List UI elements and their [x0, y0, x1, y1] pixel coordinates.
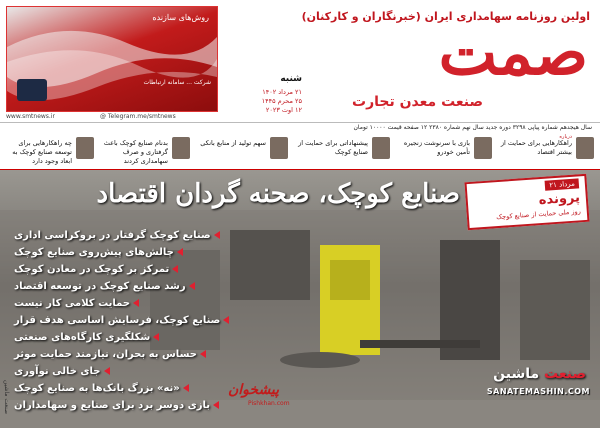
teaser-text: سهم تولید از منابع بانکی — [200, 139, 266, 147]
logo-word: صمت — [438, 16, 588, 89]
bullet-text: چالش‌های پیش‌روی صنایع کوچک — [14, 247, 174, 258]
bullet-text: شکلگیری کارگاه‌های صنعتی — [14, 332, 151, 343]
teaser-item[interactable] — [498, 135, 594, 167]
tagline: اولین روزنامه سهامداری ایران (خبرنگاران و کارکنان) — [301, 10, 590, 23]
bullet-text: «نه» بزرگ بانک‌ها به صنایع کوچک — [14, 383, 180, 394]
bullet-item[interactable] — [14, 298, 254, 315]
bullet-item[interactable] — [14, 332, 254, 349]
pishkhan-watermark: پیشخوان — [228, 382, 280, 398]
brand-white-word: ماشین — [493, 366, 540, 382]
teaser-text: بازی با سرنوشت زنجیره تأمین خودرو — [403, 139, 470, 156]
hero-photo — [0, 170, 600, 428]
teaser-text: چه راهکارهایی برای توسعه صنایع کوچک به ابعاد وجود دارد — [12, 139, 72, 165]
issue-info: سال هیجدهم شماره پیاپی ۳۲۹۸ دوره جدید سال نهم شماره ۲۳۸۰ ۱۲ صفحه قیمت ۱۰۰۰۰ تومان — [353, 124, 592, 131]
bullet-text: رشد صنایع کوچک در توسعه اقتصاد — [14, 281, 186, 292]
ad-telegram-url[interactable]: @ Telegram.me/smtnews — [100, 113, 176, 120]
teaser-item[interactable] — [196, 135, 288, 167]
dossier-title: پرونده — [538, 190, 581, 209]
bullet-item[interactable] — [14, 349, 254, 366]
bullet-arrow-icon — [183, 384, 189, 392]
bullet-item[interactable] — [14, 400, 254, 417]
bullet-text: تمرکز بر کوچک در معادن کوچک — [14, 264, 170, 275]
bullet-arrow-icon — [213, 401, 219, 409]
issue-day: شنبه — [280, 74, 302, 84]
bullet-arrow-icon — [223, 316, 229, 324]
bullet-item[interactable] — [14, 383, 254, 400]
bullet-text: جای خالی نوآوری — [14, 366, 101, 377]
dossier-date: ۲۱ مرداد — [545, 178, 579, 190]
bullet-arrow-icon — [172, 265, 178, 273]
bullet-text: صنایع کوچک گرفتار در بروکراسی اداری — [14, 230, 211, 241]
bullet-arrow-icon — [133, 299, 139, 307]
bullet-arrow-icon — [177, 248, 183, 256]
bullet-item[interactable] — [14, 315, 254, 332]
pishkhan-url[interactable]: Pishkhan.com — [248, 400, 290, 407]
bullet-arrow-icon — [189, 282, 195, 290]
bullet-item[interactable] — [14, 281, 254, 298]
logo-subtitle: صنعت معدن تجارت — [352, 94, 484, 110]
bullet-arrow-icon — [153, 333, 159, 341]
sanatemashin-url[interactable]: SANATEMASHIN.COM — [486, 387, 590, 396]
teaser-photo — [172, 137, 190, 159]
side-vertical-text: صنعت ماشین — [3, 380, 10, 415]
bullet-item[interactable] — [14, 366, 254, 383]
bullet-text: حمایت کلامی کار نیست — [14, 298, 131, 309]
teaser-item[interactable] — [396, 135, 492, 167]
teaser-photo — [76, 137, 94, 159]
headline[interactable]: صنایع کوچک، صحنه گردان اقتصاد — [96, 179, 460, 209]
bullet-arrow-icon — [214, 231, 220, 239]
bullet-text: حساس به بحران، نیازمند حمایت موثر — [14, 349, 197, 360]
sanatemashin-logo — [493, 366, 586, 382]
dossier-subtitle: روز ملی حمایت از صنایع کوچک — [495, 207, 582, 222]
bullet-arrow-icon — [200, 350, 206, 358]
bullet-list — [14, 230, 254, 417]
bullet-arrow-icon — [104, 367, 110, 375]
teaser-kicker: درباره — [559, 134, 572, 140]
dossier-tag — [464, 174, 589, 230]
teaser-photo — [270, 137, 288, 159]
teaser-item[interactable] — [4, 135, 94, 167]
brand-red-word: صنعت — [544, 366, 586, 382]
teaser-row — [0, 133, 600, 170]
teaser-item[interactable] — [294, 135, 390, 167]
date-line: ۲۱ مرداد ۱۴۰۲ — [262, 88, 302, 96]
ad-label: روش‌های سازنده — [152, 13, 209, 22]
bullet-text: بازی دوسر برد برای صنایع و سهامداران — [14, 400, 211, 411]
bullet-item[interactable] — [14, 264, 254, 281]
masthead — [0, 0, 600, 122]
issue-dates — [250, 88, 302, 115]
ad-logo-icon — [17, 79, 47, 101]
bullet-text: صنایع کوچک، فرسایش اساسی هدف قرار — [14, 315, 221, 326]
advertisement-box[interactable] — [6, 6, 218, 112]
teaser-photo — [576, 137, 594, 159]
date-line: ۱۲ اوت ۲۰۲۳ — [265, 106, 302, 114]
teaser-text: پیشنهاداتی برای حمایت از صنایع کوچک — [298, 139, 368, 156]
teaser-text: راهکارهایی برای حمایت از بیشتر اقتصاد — [500, 139, 572, 156]
teaser-photo — [474, 137, 492, 159]
teaser-photo — [372, 137, 390, 159]
bullet-item[interactable] — [14, 230, 254, 247]
ad-text: شرکت ... سامانه ارتباطات — [143, 79, 211, 86]
date-line: ۲۵ محرم ۱۴۴۵ — [261, 97, 302, 105]
ad-url[interactable]: www.smtnews.ir — [6, 113, 55, 120]
teaser-item[interactable] — [98, 135, 190, 167]
bullet-item[interactable] — [14, 247, 254, 264]
teaser-text: بدنام صنایع کوچک باعث گرفتاری و صرف سهامداری کردند — [103, 139, 168, 165]
